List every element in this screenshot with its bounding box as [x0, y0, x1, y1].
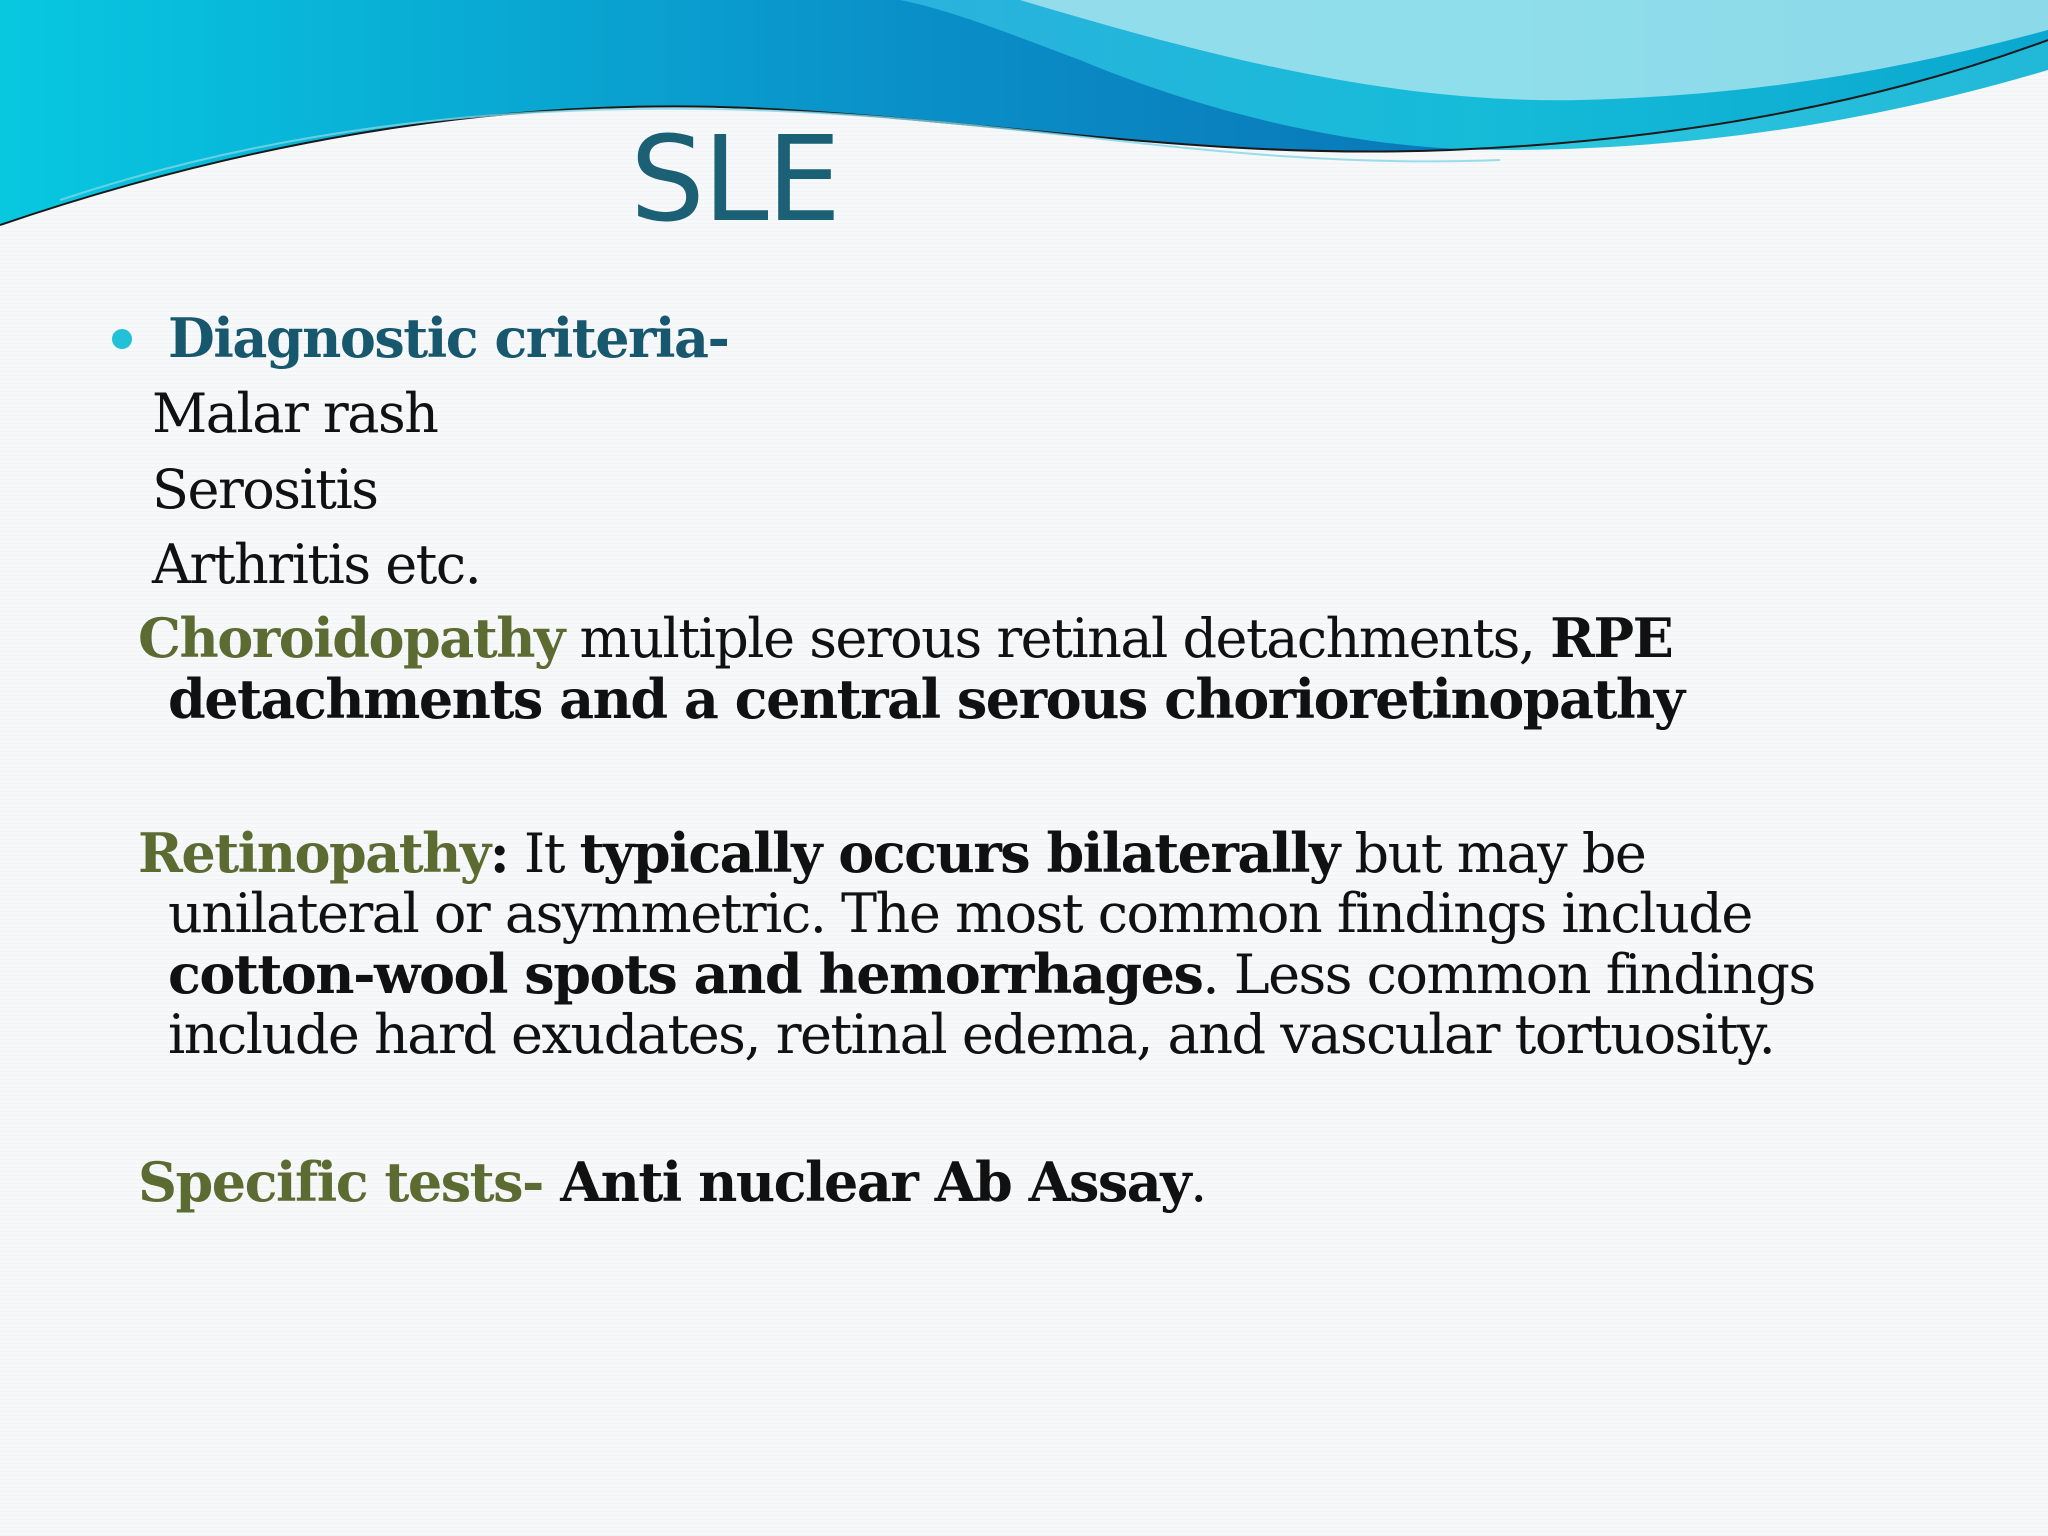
- retinopathy-text-1: It: [508, 822, 580, 885]
- choroidopathy-line-2: [138, 669, 1684, 730]
- criterion-arthritis: Arthritis etc.: [152, 533, 481, 596]
- retinopathy-line-4: include hard exudates, retinal edema, and vascular tortuosity.: [168, 1003, 1775, 1066]
- header-wave-decoration: [0, 0, 2048, 248]
- specific-tests-paragraph: [138, 1152, 1206, 1213]
- specific-tests-value: Anti nuclear Ab Assay: [560, 1150, 1191, 1214]
- criterion-malar-rash: Malar rash: [152, 382, 438, 445]
- retinopathy-text-2: but may be: [1338, 822, 1646, 885]
- retinopathy-bold-1: typically occurs bilaterally: [579, 821, 1339, 885]
- specific-tests-period: .: [1190, 1151, 1206, 1214]
- retinopathy-line-3: [138, 944, 1815, 1005]
- specific-tests-label: Specific tests-: [138, 1150, 561, 1214]
- retinopathy-paragraph: [138, 823, 1815, 1065]
- diagnostic-criteria-heading: Diagnostic criteria-: [168, 306, 729, 370]
- retinopathy-line-2: unilateral or asymmetric. The most common findings include: [168, 882, 1752, 945]
- criterion-serositis: Serositis: [152, 458, 378, 521]
- slide-title: SLE: [630, 110, 840, 248]
- retinopathy-text-3: . Less common findings: [1202, 943, 1815, 1006]
- retinopathy-label: Retinopathy: [138, 821, 490, 885]
- choroidopathy-text: multiple serous retinal detachments,: [563, 607, 1551, 670]
- choroidopathy-label: Choroidopathy: [138, 606, 564, 670]
- retinopathy-bold-2: cotton-wool spots and hemorrhages: [168, 942, 1203, 1006]
- choroidopathy-paragraph: [138, 608, 1684, 730]
- bullet-dot-icon: [112, 329, 132, 349]
- retinopathy-colon: :: [489, 821, 509, 885]
- choroidopathy-rpe: RPE: [1550, 606, 1673, 670]
- choroidopathy-bold-text: detachments and a central serous chorioretinopathy: [168, 667, 1684, 731]
